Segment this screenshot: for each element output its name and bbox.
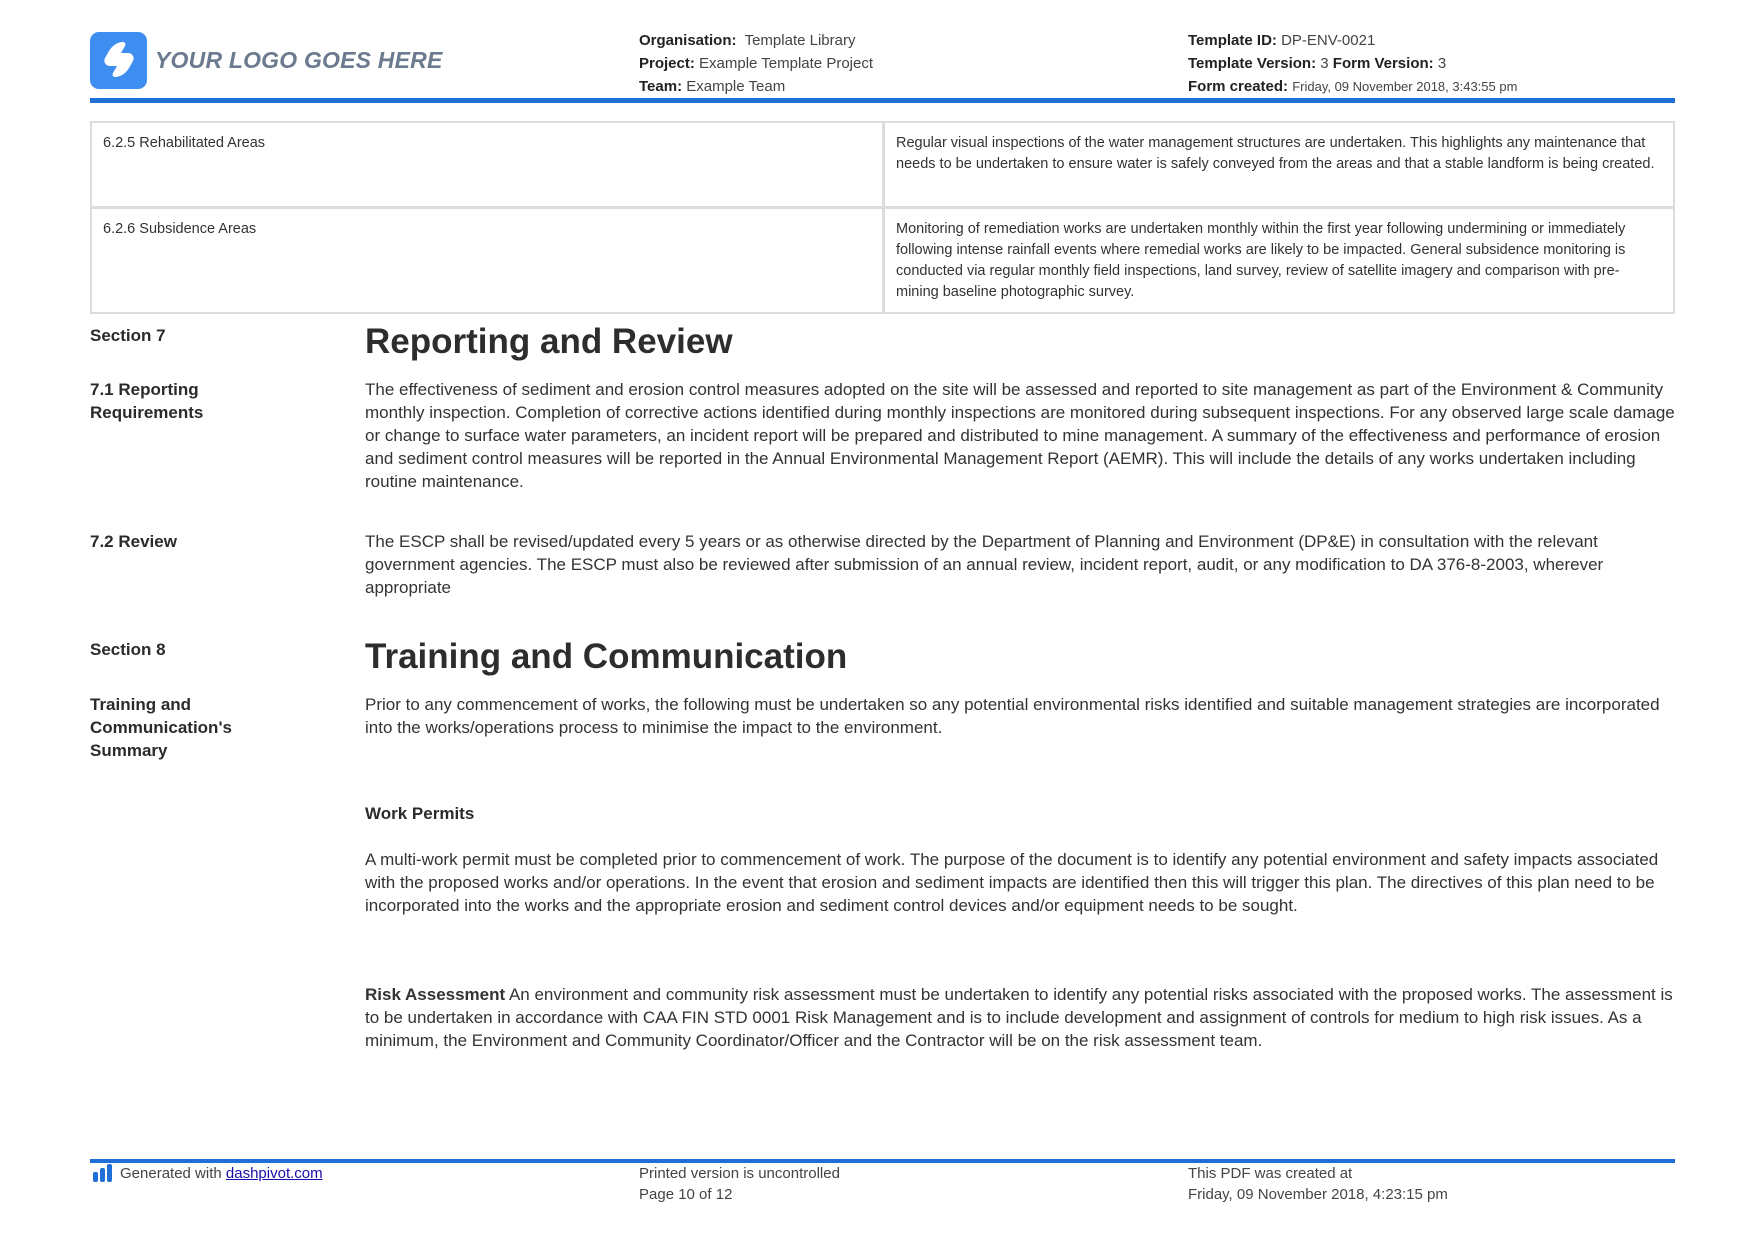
template-version-value: 3 <box>1320 55 1329 72</box>
header-divider <box>90 98 1675 103</box>
organisation-value: Template Library <box>744 32 856 49</box>
footer-generated <box>92 1163 323 1188</box>
header-meta-right <box>1188 29 1517 98</box>
team-label: Team: <box>639 78 683 95</box>
work-permits-heading: Work Permits <box>365 804 475 823</box>
risk-assessment-paragraph <box>365 983 1677 1052</box>
section-8-title: Training and Communication <box>365 637 848 676</box>
monitoring-table <box>90 121 1675 314</box>
header-meta-middle <box>639 29 873 98</box>
pdf-created-label: This PDF was created at <box>1188 1165 1353 1182</box>
section-7-label: Section 7 <box>90 326 166 345</box>
form-version-label: Form Version: <box>1332 55 1434 72</box>
table-cell-text: Monitoring of remediation works are undertaken monthly within the first year following undermining or immediately following intense rainfall events where remedial works are likely to be impacted. General subsidence monitoring is conducted via regular monthly field inspections, land survey, review of satellite imagery and comparison with pre-mining baseline photographic survey. <box>885 206 1673 312</box>
section-7-1-text: The effectiveness of sediment and erosion control measures adopted on the site will be assessed and reported to site management as part of the Environment & Community monthly inspection. Completion of corrective actions identified during monthly inspections are monitored during subsequent inspections. For any observed large scale damage or change to surface water parameters, an incident report will be prepared and distributed to mine management. A summary of the effectiveness and performance of erosion and sediment control measures will be reported in the Annual Environmental Management Report (AEMR). This will include the details of any works undertaken including routine maintenance. <box>365 380 1675 491</box>
footer-middle <box>639 1163 840 1205</box>
risk-assessment-text: An environment and community risk assessment must be undertaken to identify any potential risks associated with the proposed works. The assessment is to be undertaken in accordance with CAA FIN STD 0001 Risk Management and is to include development and assignment of controls for medium to high risk issues. As a minimum, the Environment and Community Coordinator/Officer and the Contractor will be on the risk assessment team. <box>365 985 1673 1050</box>
table-cell-label: 6.2.5 Rehabilitated Areas <box>92 123 885 206</box>
generated-with-text: Generated with <box>120 1165 226 1182</box>
team-value: Example Team <box>686 78 786 95</box>
dashpivot-bars-icon <box>92 1164 114 1188</box>
logo-icon <box>90 32 147 89</box>
template-id-label: Template ID: <box>1188 32 1277 49</box>
section-8-label: Section 8 <box>90 640 166 659</box>
table-cell-text: Regular visual inspections of the water management structures are undertaken. This highlights any maintenance that needs to be undertaken to ensure water is safely conveyed from the areas and that a stable landform is being created. <box>896 135 1655 172</box>
section-8-summary-label: Training and Communication's Summary <box>90 695 232 760</box>
pdf-created-value: Friday, 09 November 2018, 4:23:15 pm <box>1188 1186 1448 1203</box>
logo-text: YOUR LOGO GOES HERE <box>155 47 443 73</box>
project-value: Example Template Project <box>699 55 874 72</box>
table-row <box>92 123 1673 206</box>
dashpivot-link[interactable]: dashpivot.com <box>225 1165 323 1182</box>
section-8-summary-text: Prior to any commencement of works, the following must be undertaken so any potential environmental risks identified and suitable management strategies are incorporated into the works/operations process to minimise the impact to the environment. <box>365 695 1660 737</box>
form-version-value: 3 <box>1437 55 1447 72</box>
table-row <box>92 206 1673 312</box>
uncontrolled-notice: Printed version is uncontrolled <box>639 1165 840 1182</box>
footer-right <box>1188 1163 1448 1205</box>
form-created-label: Form created: <box>1188 78 1289 95</box>
section-7-1-label: 7.1 Reporting Requirements <box>90 380 204 422</box>
section-7-2-label: 7.2 Review <box>90 532 177 551</box>
page-number: Page 10 of 12 <box>639 1186 733 1203</box>
form-created-value: Friday, 09 November 2018, 3:43:55 pm <box>1292 79 1518 94</box>
section-7-title: Reporting and Review <box>365 322 733 361</box>
work-permits-text: A multi-work permit must be completed prior to commencement of work. The purpose of the document is to identify any potential environment and safety impacts associated with the proposed works and/or operations. In the event that erosion and sediment impacts are identified then this will trigger this plan. The directives of this plan need to be incorporated into the works and the appropriate erosion and sediment control devices and/or equipment needs to be sought. <box>365 850 1659 915</box>
table-cell-label: 6.2.6 Subsidence Areas <box>92 206 885 312</box>
template-id-value: DP-ENV-0021 <box>1281 32 1376 49</box>
section-7-2-text: The ESCP shall be revised/updated every 5 years or as otherwise directed by the Department of Planning and Environment (DP&E) in consultation with the relevant government agencies. The ESCP must also be reviewed after submission of an annual review, incident report, audit, or any modification to DA 376-8-2003, wherever appropriate <box>365 532 1604 597</box>
template-version-label: Template Version: <box>1188 55 1317 72</box>
project-label: Project: <box>639 55 695 72</box>
organisation-label: Organisation: <box>639 32 737 49</box>
risk-assessment-heading: Risk Assessment <box>365 985 506 1004</box>
